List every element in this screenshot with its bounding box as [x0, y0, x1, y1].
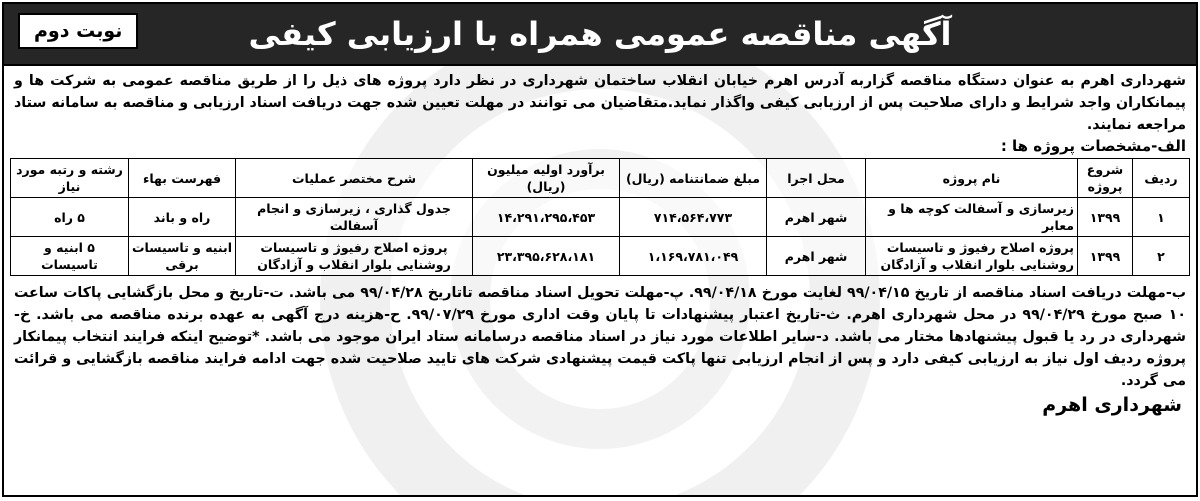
notice-title: آگهی مناقصه عمومی همراه با ارزیابی کیفی: [248, 15, 952, 53]
cell-description: جدول گذاری ، زیرسازی و انجام آسفالت: [236, 198, 473, 237]
col-header-description: شرح مختصر عملیات: [236, 159, 473, 198]
cell-project-name: زیرسازی و آسفالت کوچه ها و معابر: [866, 198, 1078, 237]
section-title: الف-مشخصات پروژه ها :: [1000, 137, 1186, 155]
cell-estimate: ۱۴،۲۹۱،۲۹۵،۴۵۳: [473, 198, 620, 237]
intro-paragraph: شهرداری اهرم به عنوان دستگاه مناقصه گزاربه آدرس اهرم خیابان انقلاب ساختمان شهرداری در نظر دارد پروژه های ذیل را از طریق مناقصه عمومی به شرکت ها و پیمانکاران واجد شرایط و دارای صلاحیت پس از ارزیابی کیفی واگذار نماید.متقاضیان می توانند در مهلت تعیین شده جهت دریافت اسناد ارزیابی و مناقصه به سامانه ستاد مراجعه نمایند.: [14, 73, 1186, 133]
cell-start: ۱۳۹۹: [1078, 198, 1133, 237]
title-bar: [4, 4, 1196, 66]
conditions-paragraph: ب-مهلت دریافت اسناد مناقصه از تاریخ ۹۹/۰۴/۱۵ لغایت مورخ ۹۹/۰۴/۱۸. پ-مهلت تحویل اسناد مناقصه تاتاریخ ۹۹/۰۴/۲۸ می باشد. ت-تاریخ و محل بازگشایی پاکات ساعت ۱۰ صبح مورخ ۹۹/۰۴/۲۹ در محل شهرداری اهرم. ث-تاریخ اعتبار پیشنهادات تا پایان وقت اداری مورخ ۹۹/۰۷/۲۹. ح-هزینه درج آگهی به عهده برنده مناقصه می باشد. خ-شهرداری در رد یا قبول پیشنهادها مختار می باشد. د-سایر اطلاعات مورد نیاز در اسناد مناقصه درسامانه ستاد ایران موجود می باشد. *توضیح اینکه فرایند انتخاب پیمانکار پروژه ردیف اول نیاز به ارزیابی کیفی دارد و پس از انجام ارزیابی تنها پاکت قیمت پیشنهادی شرکت های تایید صلاحیت شده جهت ادامه فرایند مناقصه بازگشایی و قرائت می گردد.: [14, 285, 1186, 389]
table-row: [11, 237, 1190, 276]
cell-grade: ۵ ابنیه و تاسیسات: [11, 237, 129, 276]
col-header-price-list: فهرست بهاء: [129, 159, 236, 198]
cell-estimate: ۲۳،۳۹۵،۶۲۸،۱۸۱: [473, 237, 620, 276]
cell-row-number: ۱: [1133, 198, 1190, 237]
cell-price-list: راه و باند: [129, 198, 236, 237]
col-header-row-number: ردیف: [1133, 159, 1190, 198]
cell-guarantee: ۷۱۴،۵۶۴،۷۷۳: [620, 198, 767, 237]
cell-row-number: ۲: [1133, 237, 1190, 276]
col-header-location: محل اجرا: [767, 159, 866, 198]
cell-start: ۱۳۹۹: [1078, 237, 1133, 276]
cell-guarantee: ۱،۱۶۹،۷۸۱،۰۴۹: [620, 237, 767, 276]
round-badge: نوبت دوم: [18, 13, 138, 49]
col-header-start: شروع پروژه: [1078, 159, 1133, 198]
cell-location: شهر اهرم: [767, 198, 866, 237]
col-header-grade: رشته و رتبه مورد نیاز: [11, 159, 129, 198]
cell-price-list: ابنیه و تاسیسات برقی: [129, 237, 236, 276]
col-header-guarantee: مبلغ ضمانتنامه (ریال): [620, 159, 767, 198]
cell-location: شهر اهرم: [767, 237, 866, 276]
projects-table: [10, 158, 1190, 276]
cell-description: پروژه اصلاح رفیوژ و تاسیسات روشنایی بلوار انقلاب و آزادگان: [236, 237, 473, 276]
col-header-project-name: نام پروژه: [866, 159, 1078, 198]
cell-grade: ۵ راه: [11, 198, 129, 237]
table-row: [11, 198, 1190, 237]
col-header-estimate: برآورد اولیه میلیون (ریال): [473, 159, 620, 198]
table-header-row: [11, 159, 1190, 198]
tender-notice: [2, 2, 1198, 497]
cell-project-name: پروژه اصلاح رفیوژ و تاسیسات روشنایی بلوار انقلاب و آزادگان: [866, 237, 1078, 276]
footer-signature: شهرداری اهرم: [1042, 394, 1182, 416]
